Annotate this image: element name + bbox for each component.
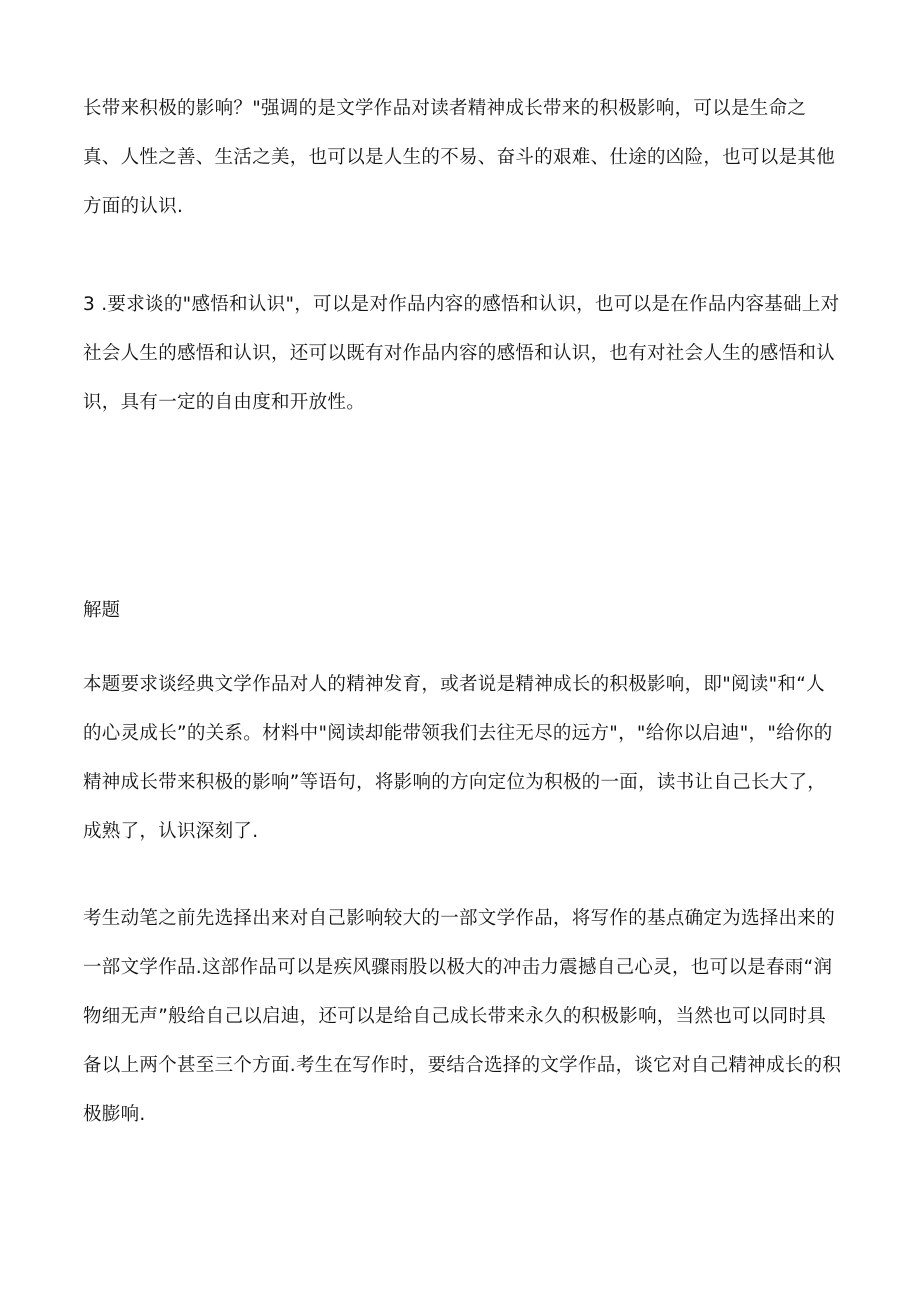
paragraph-point-3: 3 .要求谈的"感悟和认识"，可以是对作品内容的感悟和认识，也可以是在作品内容基础上对社会人生的感悟和认识，还可以既有对作品内容的感悟和认识，也有对社会人生的感悟和认识，具有一定的自由度和开放性。 (83, 294, 840, 413)
paragraph-analysis-1: 本题要求谈经典文学作品对人的精神发育，或者说是精神成长的积极影响，即"阅读"和“人的心灵成长”的关系。材料中"阅读却能带领我们去往无尽的远方"，"给你以启迪"，"给你的精神成长带来积极的影响”等语句，将影响的方向定位为积极的一面，读书让自己长大了，成熟了，认识深刻了. (83, 674, 833, 842)
paragraph-positive-influence: 长带来积极的影响？"强调的是文学作品对读者精神成长带来的积极影响，可以是生命之真、人性之善、生活之美，也可以是人生的不易、奋斗的艰难、仕途的凶险，也可以是其他方面的认识. (83, 98, 836, 217)
paragraph-analysis-2: 考生动笔之前先选择出来对自己影响较大的一部文学作品，将写作的基点确定为选择出来的一部文学作品.这部作品可以是疾风骤雨股以极大的冲击力震撼自己心灵，也可以是春雨“润物细无声”般给自己以启迪，还可以是给自己成长带来永久的积极影响，当然也可以同时具备以上两个甚至三个方面.考生在写作时，要结合选择的文学作品，谈它对自己精神成长的积极膨响. (83, 908, 842, 1125)
section-heading-solution: 解题 (83, 600, 121, 621)
